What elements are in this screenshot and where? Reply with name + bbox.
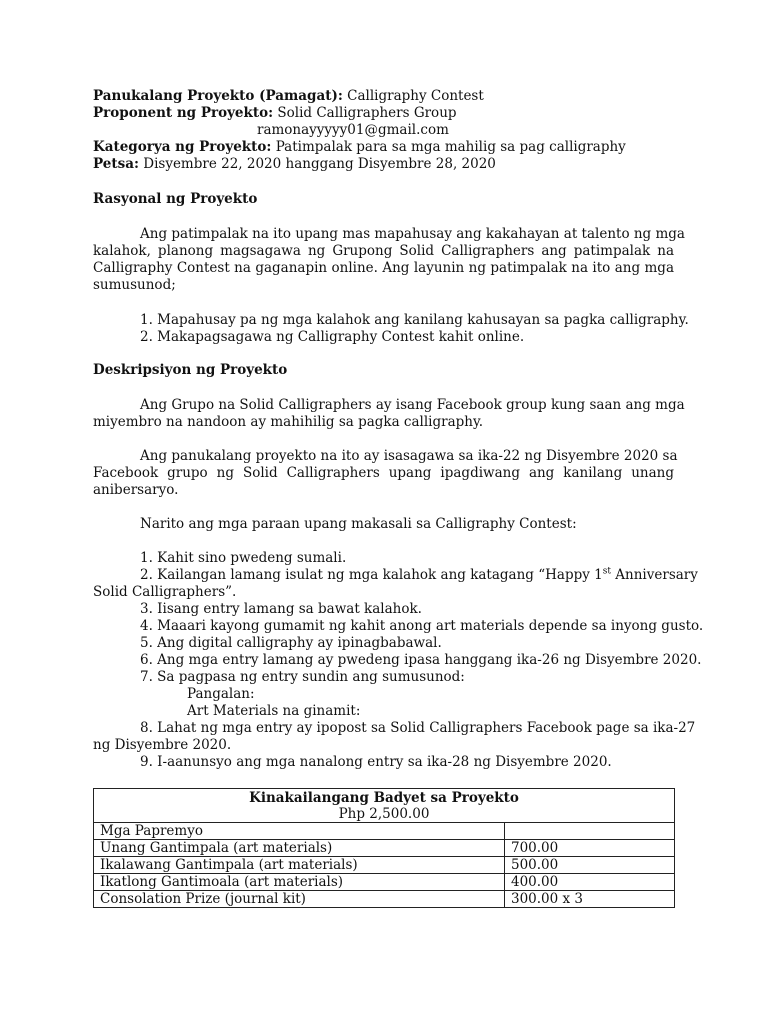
proponent-email: ramonayyyyy01@gmail.com xyxy=(257,122,449,138)
rationale-goal-item: 1. Mapahusay pa ng mga kalahok ang kanilang kahusayan sa pagka calligraphy. xyxy=(140,312,689,328)
rationale-goal-item: 2. Makapagsagawa ng Calligraphy Contest kahit online. xyxy=(140,329,525,345)
rationale-paragraph-line: kalahok, planong magsagawa ng Grupong Solid Calligraphers ang patimpalak na xyxy=(93,243,674,259)
budget-item: Unang Gantimpala (art materials) xyxy=(94,840,505,857)
budget-item: Mga Papremyo xyxy=(94,823,505,840)
budget-title: Kinakailangang Badyet sa Proyekto xyxy=(249,790,519,806)
budget-row xyxy=(94,823,675,840)
budget-amount: 700.00 xyxy=(505,840,675,857)
proponent-label: Proponent ng Proyekto: xyxy=(93,105,274,121)
project-title-line xyxy=(93,88,484,105)
category-value: Patimpalak para sa mga mahilig sa pag calligraphy xyxy=(275,139,626,155)
rule-item: 8. Lahat ng mga entry ay ipopost sa Solid Calligraphers Facebook page sa ika-27 xyxy=(140,720,696,736)
rule-subitem: Art Materials na ginamit: xyxy=(187,703,361,719)
budget-header-cell xyxy=(94,789,675,823)
budget-item: Ikalawang Gantimpala (art materials) xyxy=(94,857,505,874)
budget-amount xyxy=(505,823,675,840)
rules-intro: Narito ang mga paraan upang makasali sa Calligraphy Contest: xyxy=(140,516,577,532)
proponent-line xyxy=(93,105,457,122)
rule-text: 2. Kailangan lamang isulat ng mga kalahok ang katagang “Happy 1 xyxy=(140,567,603,583)
budget-item: Ikatlong Gantimoala (art materials) xyxy=(94,874,505,891)
description-paragraph-line: Ang panukalang proyekto na ito ay isasagawa sa ika-22 ng Disyembre 2020 sa xyxy=(140,448,678,464)
budget-amount: 400.00 xyxy=(505,874,675,891)
rule-item: 3. Iisang entry lamang sa bawat kalahok. xyxy=(140,601,422,617)
description-paragraph-line: anibersaryo. xyxy=(93,482,179,498)
project-title-label: Panukalang Proyekto (Pamagat): xyxy=(93,88,343,104)
budget-row xyxy=(94,840,675,857)
rationale-paragraph-line: Calligraphy Contest na gaganapin online. Ang layunin ng patimpalak na ito ang mga xyxy=(93,260,674,276)
rule-text: Anniversary xyxy=(611,567,698,583)
category-label: Kategorya ng Proyekto: xyxy=(93,139,272,155)
rule-item xyxy=(93,566,698,584)
budget-item: Consolation Prize (journal kit) xyxy=(94,891,505,908)
budget-table xyxy=(93,788,675,908)
budget-amount: 500.00 xyxy=(505,857,675,874)
date-line xyxy=(93,156,496,173)
rule-item-continuation: Solid Calligraphers”. xyxy=(93,584,237,600)
budget-header-row xyxy=(94,789,675,823)
rule-subitem: Pangalan: xyxy=(187,686,255,702)
rationale-paragraph-line: sumusunod; xyxy=(93,277,176,293)
description-paragraph-line: Facebook grupo ng Solid Calligraphers upang ipagdiwang ang kanilang unang xyxy=(93,465,674,481)
budget-row xyxy=(94,891,675,908)
description-paragraph-line: miyembro na nandoon ay mahihilig sa pagka calligraphy. xyxy=(93,414,484,430)
rule-item: 6. Ang mga entry lamang ay pwedeng ipasa hanggang ika-26 ng Disyembre 2020. xyxy=(140,652,702,668)
rationale-heading: Rasyonal ng Proyekto xyxy=(93,191,258,207)
ordinal-superscript: st xyxy=(602,566,611,577)
rationale-paragraph-line: Ang patimpalak na ito upang mas mapahusay ang kakahayan at talento ng mga xyxy=(140,226,685,242)
proponent-value: Solid Calligraphers Group xyxy=(277,105,457,121)
rule-item: 4. Maaari kayong gumamit ng kahit anong art materials depende sa inyong gusto. xyxy=(140,618,704,634)
rule-item: 5. Ang digital calligraphy ay ipinagbabawal. xyxy=(140,635,442,651)
rule-item: 7. Sa pagpasa ng entry sundin ang sumusunod: xyxy=(140,669,465,685)
description-heading: Deskripsiyon ng Proyekto xyxy=(93,362,288,378)
description-paragraph-line: Ang Grupo na Solid Calligraphers ay isang Facebook group kung saan ang mga xyxy=(140,397,685,413)
rule-item: 9. I-aanunsyo ang mga nanalong entry sa ika-28 ng Disyembre 2020. xyxy=(140,754,612,770)
category-line xyxy=(93,139,626,156)
rule-item: 1. Kahit sino pwedeng sumali. xyxy=(140,550,347,566)
rule-item-continuation: ng Disyembre 2020. xyxy=(93,737,232,753)
budget-row xyxy=(94,874,675,891)
project-title-value: Calligraphy Contest xyxy=(347,88,484,104)
budget-amount: 300.00 x 3 xyxy=(505,891,675,908)
budget-total: Php 2,500.00 xyxy=(338,806,430,822)
budget-row xyxy=(94,857,675,874)
date-label: Petsa: xyxy=(93,156,139,172)
date-value: Disyembre 22, 2020 hanggang Disyembre 28, 2020 xyxy=(143,156,496,172)
